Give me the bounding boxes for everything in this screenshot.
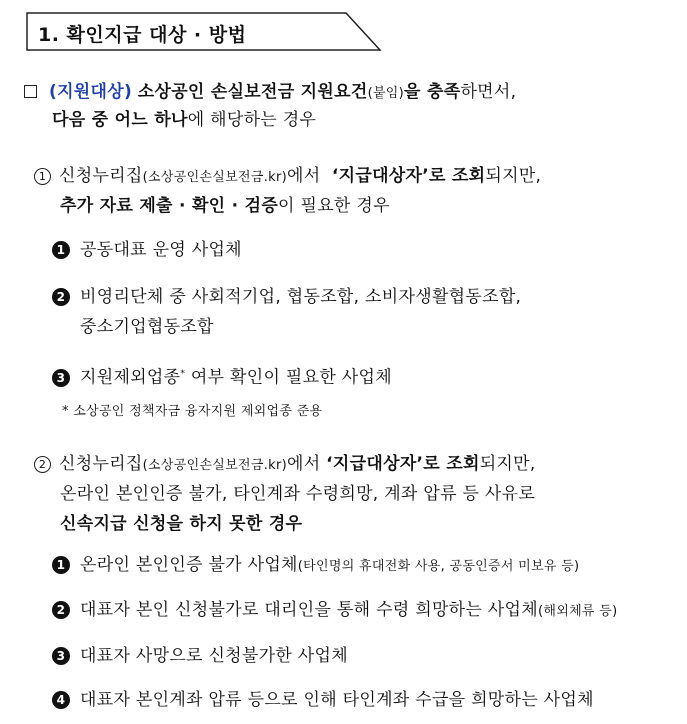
case2-line-2: 온라인 본인인증 불가, 타인계좌 수령희망, 계좌 압류 등 사유로	[60, 484, 536, 504]
black-circle-number-icon: 2	[52, 601, 70, 619]
case2-item-4: 4 대표자 본인계좌 압류 등으로 인해 타인계좌 수급을 희망하는 사업체	[52, 688, 594, 712]
case1-line-2: 추가 자료 제출 · 확인 · 검증이 필요한 경우	[60, 196, 390, 216]
intro-line-2: 다음 중 어느 하나에 해당하는 경우	[52, 110, 317, 130]
black-circle-number-icon: 1	[52, 241, 70, 259]
case2-item-2: 2 대표자 본인 신청불가로 대리인을 통해 수령 희망하는 사업체(해외체류 등)	[52, 598, 617, 624]
section-title-box	[26, 12, 382, 52]
case1-item-2-cont: 중소기업협동조합	[80, 317, 214, 337]
case1-item-3: 3 지원제외업종* 여부 확인이 필요한 사업체	[52, 362, 392, 390]
circled-number-icon: 2	[34, 456, 51, 473]
black-circle-number-icon: 3	[52, 369, 70, 387]
intro-line-1: (지원대상) 소상공인 손실보전금 지원요건(붙임)을 충족하면서,	[24, 80, 516, 106]
circled-number-icon: 1	[34, 168, 51, 185]
section-title: 1. 확인지급 대상 · 방법	[38, 24, 247, 46]
case1-item-2: 2 비영리단체 중 사회적기업, 협동조합, 소비자생활협동조합,	[52, 285, 521, 309]
case1-footnote: * 소상공인 정책자금 융자지원 제외업종 준용	[62, 404, 323, 419]
black-circle-number-icon: 2	[52, 288, 70, 306]
black-circle-number-icon: 4	[52, 691, 70, 709]
case2-line-3: 신속지급 신청을 하지 못한 경우	[60, 514, 303, 534]
square-bullet-icon	[24, 85, 37, 98]
case2-item-3: 3 대표자 사망으로 신청불가한 사업체	[52, 644, 348, 668]
case1-item-1: 1 공동대표 운영 사업체	[52, 238, 242, 262]
support-target-label: (지원대상)	[49, 82, 133, 102]
case1-line-1: 1 신청누리집(소상공인손실보전금.kr)에서 ‘지급대상자’로 조회되지만,	[34, 164, 541, 190]
black-circle-number-icon: 3	[52, 647, 70, 665]
case2-line-1: 2 신청누리집(소상공인손실보전금.kr)에서 ‘지급대상자’로 조회되지만,	[34, 452, 536, 478]
case2-item-1: 1 온라인 본인인증 불가 사업체(타인명의 휴대전화 사용, 공동인증서 미보유 등)	[52, 553, 579, 579]
black-circle-number-icon: 1	[52, 556, 70, 574]
